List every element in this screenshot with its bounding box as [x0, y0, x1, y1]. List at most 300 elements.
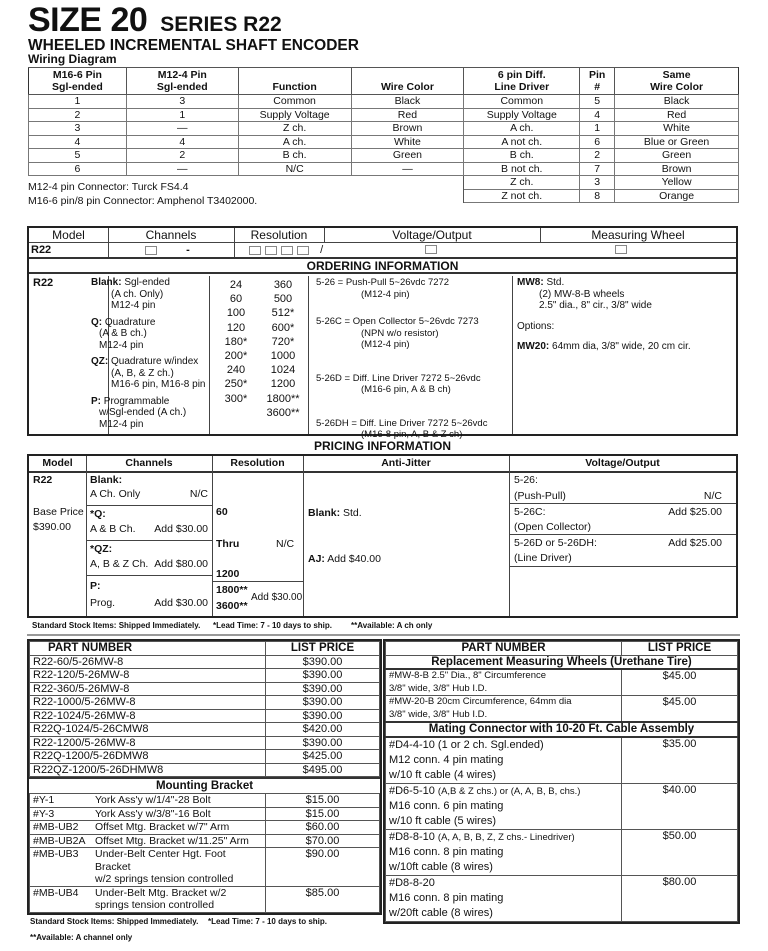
resolution-value: 120	[226, 321, 246, 334]
wiring-cell: A ch.	[464, 122, 580, 136]
wiring-cell: 4	[580, 108, 615, 122]
pr-volt-code: 5-26:	[514, 474, 538, 486]
ord-header-voltage: Voltage/Output	[324, 228, 540, 243]
wiring-cell: —	[351, 162, 464, 176]
bracket-line	[33, 887, 262, 912]
bracket-row	[30, 886, 380, 912]
ord-header-wheel: Measuring Wheel	[540, 228, 736, 243]
ord-voltage-code: 5-26C	[316, 316, 342, 327]
wiring-cell: 2	[29, 108, 127, 122]
wiring-cell: 3	[29, 122, 127, 136]
divider	[512, 276, 513, 434]
ord-channel-line: w/Sgl-ended (A ch.)	[99, 407, 187, 418]
bracket-line	[33, 808, 262, 821]
wheel-std-label: Std.	[546, 277, 565, 288]
bracket-part-cell	[30, 848, 266, 887]
bracket-line	[33, 794, 262, 807]
cable-line-1	[389, 784, 618, 799]
pr-header-voltage: Voltage/Output	[585, 457, 660, 469]
part-number: R22Q-1200/5-26DMW8	[30, 750, 266, 764]
pr-volt-price: Add $25.00	[668, 506, 722, 518]
series-title: SERIES R22	[160, 13, 282, 36]
cable-price: $50.00	[622, 829, 738, 875]
cable-note: (A, A, B, B, Z, Z chs.- Linedriver)	[437, 831, 575, 843]
ord-channel-text: Quadrature w/index	[111, 356, 199, 367]
wheel-price: $45.00	[622, 696, 738, 723]
part-number: R22-1024/5-26MW-8	[30, 709, 266, 723]
replacement-wheels-title: Replacement Measuring Wheels (Urethane Tire)	[386, 655, 738, 669]
list-price: $390.00	[266, 682, 380, 696]
resolution-value: 60	[229, 293, 243, 306]
ord-voltage-line: (M16-8 pin, A, B & Z ch)	[361, 429, 463, 440]
cable-line-2: M16 conn. 8 pin mating	[389, 845, 504, 858]
part-row	[30, 655, 380, 669]
parts-footnote: Standard Stock Items: Shipped Immediately.	[30, 917, 199, 926]
resolution-value: 250*	[224, 378, 248, 391]
wiring-row	[29, 108, 739, 122]
resolution-value: 720*	[271, 335, 295, 348]
aj-key: AJ:	[308, 553, 325, 565]
parts-footnote: **Available: A channel only	[30, 933, 133, 942]
divider	[212, 581, 303, 582]
cable-row	[386, 875, 738, 921]
ord-voltage-code	[423, 243, 439, 257]
list-price: $425.00	[266, 750, 380, 764]
cable-note: (1 or 2 ch. Sgl.ended)	[437, 738, 544, 751]
ord-voltage-line	[316, 373, 511, 385]
wiring-row	[29, 162, 739, 176]
ord-model-code: R22	[31, 244, 52, 256]
resolution-digit-checkbox[interactable]	[249, 246, 261, 255]
ord-resolution-col1	[217, 278, 255, 420]
divider	[303, 456, 304, 616]
part-row	[30, 682, 380, 696]
wiring-cell: Green	[615, 149, 739, 163]
wiring-cell: 1	[126, 108, 238, 122]
wiring-cell: B ch.	[464, 149, 580, 163]
wiring-header-row	[29, 68, 739, 95]
divider	[324, 228, 325, 243]
divider	[86, 456, 87, 616]
wiring-cell: Z not ch.	[464, 189, 580, 203]
ord-channel-option	[91, 356, 211, 391]
part-row	[30, 750, 380, 764]
wiring-cell: 3	[126, 95, 238, 109]
bracket-desc-wrap	[95, 821, 229, 834]
divider	[308, 276, 309, 434]
list-price: $390.00	[266, 709, 380, 723]
cable-part-number: #D8-8-20	[389, 876, 435, 889]
pr-header-antijitter: Anti-Jitter	[381, 457, 431, 469]
list-price: $390.00	[266, 736, 380, 750]
divider	[509, 566, 736, 567]
pr-volt-desc: (Push-Pull)	[514, 490, 566, 502]
bracket-line	[33, 821, 262, 834]
wiring-cell: 6	[29, 162, 127, 176]
ord-channel-line: M12-4 pin	[99, 418, 144, 430]
wiring-cell: A ch.	[238, 135, 351, 149]
wiring-header: Same Wire Color	[615, 68, 739, 95]
resolution-value: 300*	[224, 392, 248, 405]
cable-row	[386, 737, 738, 784]
wheel-std-line: 2.5" dia., 8" cir., 3/8" wide	[539, 300, 652, 311]
wiring-row	[29, 149, 739, 163]
wiring-row	[29, 95, 739, 109]
pr-volt-price: N/C	[703, 490, 722, 502]
size-title: SIZE 20	[28, 1, 148, 39]
wiring-cell: 4	[29, 135, 127, 149]
cable-line-2: M16 conn. 6 pin mating	[389, 799, 504, 812]
connector-note-m12: M12-4 pin Connector: Turck FS4.4	[28, 181, 189, 193]
ord-channel-key: Q:	[91, 316, 103, 328]
wiring-cell: A not ch.	[464, 135, 580, 149]
bracket-part-number: #Y-3	[33, 807, 55, 820]
wiring-cell: —	[126, 122, 238, 136]
ord-channel-line	[91, 277, 211, 289]
wiring-cell: Red	[351, 108, 464, 122]
list-price: $390.00	[266, 655, 380, 669]
bracket-part-number: #MB-UB2	[33, 821, 79, 833]
pr-volt-code: 5-26C:	[514, 506, 546, 518]
divider	[86, 575, 212, 576]
ord-voltage-code: 5-26	[316, 277, 336, 288]
wiring-cell: B ch.	[238, 149, 351, 163]
ord-voltage-option	[316, 277, 511, 300]
part-row	[30, 696, 380, 710]
wiring-cell: 8	[580, 189, 615, 203]
cable-line-1	[389, 830, 618, 845]
pr-ch-price: N/C	[189, 488, 208, 500]
bracket-desc-wrap	[95, 887, 226, 912]
ord-channel-option	[91, 396, 211, 431]
pricing-footnote: *Lead Time: 7 - 10 days to ship.	[213, 621, 332, 630]
part-number: R22QZ-1200/5-26DHMW8	[30, 763, 266, 777]
part-number: R22Q-1024/5-26CMW8	[30, 723, 266, 737]
bracket-row	[30, 848, 380, 887]
pr-ch-key: Blank:	[90, 474, 123, 486]
cable-line-3: w/10 ft cable (4 wires)	[389, 768, 496, 781]
wheel-price: $45.00	[622, 669, 738, 696]
resolution-digit-checkbox[interactable]	[265, 246, 277, 255]
ord-header-channels: Channels	[108, 228, 234, 243]
bracket-desc: Under-Belt Mtg. Bracket w/2	[95, 886, 227, 899]
divider	[108, 228, 109, 257]
bracket-price: $15.00	[266, 794, 380, 808]
pr-volt-code: 5-26D or 5-26DH:	[514, 537, 597, 549]
aj-val: Add $40.00	[327, 553, 381, 565]
bracket-line	[33, 848, 262, 886]
wiring-cell: Brown	[351, 122, 464, 136]
channels-checkbox[interactable]	[145, 246, 157, 255]
ord-voltage-line: (M12-4 pin)	[361, 288, 410, 300]
ord-header-resolution: Resolution	[234, 228, 324, 243]
pricing-information-title: PRICING INFORMATION	[313, 439, 452, 453]
wiring-cell: Black	[351, 95, 464, 109]
bracket-desc-wrap	[95, 808, 211, 821]
pr-res-from: 60	[216, 506, 228, 518]
wiring-cell: 2	[580, 149, 615, 163]
cable-price: $80.00	[622, 875, 738, 921]
resolution-value: 200*	[224, 350, 248, 363]
bracket-row	[30, 834, 380, 848]
part-row	[30, 736, 380, 750]
resolution-value: 24	[229, 279, 243, 291]
pr-ch-key: *Q:	[90, 508, 106, 520]
pr-ch-key: P:	[90, 580, 101, 592]
wheel-checkbox[interactable]	[615, 245, 627, 254]
resolution-value: 1800**	[266, 392, 300, 405]
part-number-header: PART NUMBER	[386, 642, 622, 656]
aj-blank-key: Blank:	[308, 507, 341, 519]
ord-resolution-col2	[261, 278, 305, 420]
pr-ch-label: A, B & Z Ch.	[90, 558, 149, 570]
pr-res-nc: N/C	[276, 538, 295, 550]
ordering-table	[27, 226, 738, 440]
bracket-part-number: #MB-UB3	[33, 848, 79, 860]
cable-line-3: w/20ft cable (8 wires)	[389, 906, 493, 919]
wiring-cell: Black	[615, 95, 739, 109]
voltage-checkbox[interactable]	[425, 245, 437, 254]
bracket-price: $70.00	[266, 834, 380, 848]
ord-channel-key: QZ:	[91, 356, 109, 367]
ord-voltage-line: (NPN w/o resistor)	[361, 327, 439, 339]
bracket-desc-wrap	[95, 848, 262, 886]
wiring-cell: 1	[580, 122, 615, 136]
list-price-header: LIST PRICE	[266, 642, 380, 656]
resolution-value: 240	[226, 364, 246, 377]
wiring-cell	[351, 176, 464, 190]
wiring-cell: 6	[580, 135, 615, 149]
mounting-bracket-title: Mounting Bracket	[29, 777, 380, 793]
ord-voltage-text: = Open Collector 5~26vdc 7273	[344, 316, 479, 327]
bracket-part-cell	[30, 807, 266, 821]
resolution-value: 500	[273, 293, 293, 306]
cable-price: $40.00	[622, 783, 738, 829]
cable-row	[386, 783, 738, 829]
ord-channel-line	[91, 317, 211, 329]
dash-separator: -	[186, 244, 190, 256]
pr-ch-label: Prog.	[90, 597, 116, 609]
parts-left-table	[27, 639, 382, 915]
resolution-value: 1024	[270, 364, 296, 377]
ord-header-model: Model	[29, 228, 108, 243]
bracket-desc-wrap	[95, 794, 211, 807]
ord-voltage-list	[316, 277, 511, 441]
list-price: $495.00	[266, 763, 380, 777]
cable-row	[386, 829, 738, 875]
ord-voltage-line: (M12-4 pin)	[361, 339, 410, 350]
bracket-part-cell	[30, 834, 266, 848]
wiring-cell: N/C	[238, 162, 351, 176]
wiring-cell: Common	[238, 95, 351, 109]
ord-voltage-code: 5-26D	[316, 372, 342, 384]
pr-ch-label: A & B Ch.	[90, 523, 136, 535]
slash-separator: /	[320, 244, 324, 256]
bracket-desc: Offset Mtg. Bracket w/11.25" Arm	[95, 834, 249, 847]
ord-voltage-line: (M16-6 pin, A & B ch)	[361, 384, 451, 395]
cable-desc-cell	[386, 737, 622, 784]
pr-volt-desc: (Line Driver)	[514, 552, 572, 564]
part-row	[30, 709, 380, 723]
pr-ch-price: Add $80.00	[154, 558, 208, 570]
wiring-cell: 1	[29, 95, 127, 109]
part-number: R22-1000/5-26MW-8	[30, 696, 266, 710]
wiring-cell: 5	[580, 95, 615, 109]
cable-part-number: #D8-8-10	[389, 830, 435, 843]
resolution-value: 180*	[224, 335, 248, 348]
resolution-value: 100	[226, 307, 246, 320]
pr-res-to: 1200	[216, 568, 240, 580]
wiring-header: M16-6 Pin Sgl-ended	[29, 68, 127, 95]
wheel-std-key: MW8:	[517, 277, 544, 288]
ord-voltage-option	[316, 418, 511, 441]
divider	[509, 534, 736, 535]
cable-desc-cell	[386, 829, 622, 875]
pr-header-resolution: Resolution	[230, 457, 285, 469]
wiring-cell: 3	[580, 176, 615, 190]
wiring-cell: Orange	[615, 189, 739, 203]
divider	[86, 540, 212, 541]
connector-note-m16: M16-6 pin/8 pin Connector: Amphenol T3402000.	[28, 195, 258, 207]
pr-ch-key: *QZ:	[90, 543, 113, 555]
wiring-cell: 5	[29, 149, 127, 163]
wiring-cell: Z ch.	[238, 122, 351, 136]
wheel-line-1: #MW-20-B 20cm Circumference, 64mm dia	[389, 696, 572, 707]
wiring-cell: Supply Voltage	[464, 108, 580, 122]
bracket-part-cell	[30, 821, 266, 835]
cable-part-number: #D4-4-10	[389, 738, 435, 751]
wiring-header: 6 pin Diff. Line Driver	[464, 68, 580, 95]
ord-channel-key: P:	[91, 395, 101, 407]
ordering-information-title: ORDERING INFORMATION	[29, 259, 736, 274]
pr-res-hi2: 3600**	[216, 600, 248, 612]
cable-line-2: M16 conn. 8 pin mating	[389, 891, 504, 904]
pr-volt-price: Add $25.00	[668, 537, 722, 549]
cable-part-number: #D6-5-10	[389, 784, 435, 797]
resolution-value	[217, 406, 255, 420]
resolution-value: 512*	[271, 307, 295, 320]
pr-model: R22	[33, 474, 53, 486]
ord-channel-line	[91, 356, 211, 368]
resolution-value: 1200	[270, 378, 296, 391]
divider	[509, 456, 510, 616]
divider	[27, 634, 740, 636]
part-number: R22-60/5-26MW-8	[30, 655, 266, 669]
bracket-price: $15.00	[266, 807, 380, 821]
bracket-row	[30, 821, 380, 835]
bracket-row	[30, 807, 380, 821]
bracket-desc-wrap	[95, 835, 249, 848]
wiring-header: M12-4 Pin Sgl-ended	[126, 68, 238, 95]
ord-channel-line: (A ch. Only)	[111, 288, 164, 300]
divider	[212, 456, 213, 616]
wiring-header: Function	[238, 68, 351, 95]
wiring-cell: 4	[126, 135, 238, 149]
parts-footnote: *Lead Time: 7 - 10 days to ship.	[208, 917, 327, 926]
ord-channel-text: Programmable	[103, 395, 170, 407]
bracket-table	[29, 793, 380, 913]
bracket-desc: York Ass'y w/1/4"-28 Bolt	[95, 794, 211, 806]
part-number: R22-360/5-26MW-8	[30, 682, 266, 696]
ord-channel-text: Quadrature	[104, 316, 156, 328]
cable-line-3: w/10 ft cable (5 wires)	[389, 814, 496, 827]
cable-desc-cell	[386, 783, 622, 829]
wiring-section-label: Wiring Diagram	[28, 52, 117, 66]
wiring-cell: Blue or Green	[615, 135, 739, 149]
product-subtitle: WHEELED INCREMENTAL SHAFT ENCODER	[28, 37, 359, 54]
bracket-part-number: #Y-1	[33, 794, 55, 806]
pr-res-thru: Thru	[216, 538, 240, 550]
pricing-footnote: **Available: A ch only	[351, 621, 433, 630]
divider	[540, 228, 541, 243]
ord-channel-option	[91, 277, 211, 312]
cable-note: (A,B & Z chs.) or (A, A, B, B, chs.)	[437, 785, 581, 797]
wiring-header: Pin #	[580, 68, 615, 95]
ord-voltage-line	[316, 418, 511, 430]
pr-res-hi1: 1800**	[216, 584, 248, 596]
wiring-cell: Yellow	[615, 176, 739, 190]
cable-desc-cell	[386, 875, 622, 921]
pr-base-price: $390.00	[33, 521, 71, 533]
list-price: $390.00	[266, 669, 380, 683]
wiring-cell: Brown	[615, 162, 739, 176]
bracket-desc-2: springs tension controlled	[95, 899, 215, 911]
ord-wheel-code	[613, 243, 629, 257]
resolution-value: 360	[273, 279, 293, 291]
bracket-desc: Under-Belt Center Hgt. Foot Bracket	[95, 848, 226, 873]
part-row	[30, 763, 380, 777]
cable-line-1	[389, 876, 618, 891]
wiring-cell: 7	[580, 162, 615, 176]
pr-volt-desc: (Open Collector)	[514, 521, 592, 533]
list-price: $420.00	[266, 723, 380, 737]
wheel-opt-text: 64mm dia, 3/8" wide, 20 cm cir.	[552, 341, 691, 352]
divider	[29, 471, 736, 473]
cable-line-3: w/10ft cable (8 wires)	[389, 860, 493, 873]
ord-resolution-code	[247, 243, 323, 257]
wheel-desc-cell	[386, 696, 622, 723]
ord-model: R22	[33, 277, 54, 289]
ord-channels-list	[91, 277, 211, 430]
parts-table	[29, 641, 380, 777]
aj-blank-val: Std.	[343, 507, 362, 519]
resolution-value: 600*	[271, 321, 295, 334]
part-row	[30, 669, 380, 683]
ord-channel-line: M12-4 pin	[111, 300, 156, 311]
ord-channel-option	[91, 317, 211, 352]
wheel-line-1: #MW-8-B 2.5" Dia., 8" Circumference	[389, 670, 547, 681]
ord-channels-code	[143, 243, 190, 257]
wheel-options-label: Options:	[517, 320, 555, 332]
ord-voltage-text: = Diff. Line Driver 7272 5~26vdc	[351, 417, 488, 429]
resolution-value: 3600**	[266, 406, 300, 419]
bracket-desc: York Ass'y w/3/8"-16 Bolt	[95, 807, 211, 820]
ord-channel-line: (A & B ch.)	[99, 328, 147, 339]
ord-channel-key: Blank:	[91, 277, 122, 288]
wiring-cell: Common	[464, 95, 580, 109]
wiring-cell: 2	[126, 149, 238, 163]
wiring-cell	[238, 176, 351, 190]
ord-voltage-line	[316, 316, 511, 328]
resolution-digit-checkbox[interactable]	[281, 246, 293, 255]
resolution-digit-checkbox[interactable]	[297, 246, 309, 255]
bracket-part-number: #MB-UB4	[33, 886, 79, 899]
wiring-cell: —	[126, 162, 238, 176]
pricing-footnote: Standard Stock Items: Shipped Immediately.	[32, 621, 201, 630]
bracket-row	[30, 794, 380, 808]
wheel-line-2: 3/8" wide, 3/8" Hub I.D.	[389, 708, 488, 720]
ord-voltage-line	[316, 277, 511, 289]
